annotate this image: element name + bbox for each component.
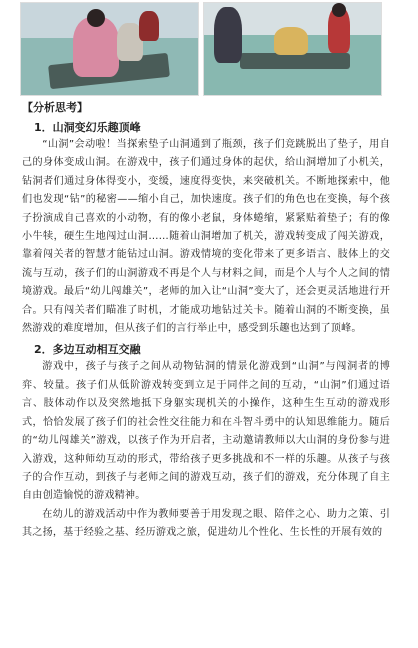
section-2-paragraph: 游戏中，孩子与孩子之间从动物钻洞的情景化游戏到“山洞”与闯洞者的博弈、较量。孩子们从低阶游戏转变到立足于同伴之间的互动，“山洞”们通过语言、肢体动作以及突然地抵下身躯实现机关的小操作，这种生生互动的游戏形式，恰恰发展了孩子们的社会性交往能力和在斗智斗勇中的认知思维能力。随后的“幼儿闯雄关”游戏，以孩子作为开启者，主动邀请教师以大山洞的身份参与进入游戏，这种师幼互动的形式，带给孩子更多挑战和不一样的乐趣。从孩子与孩子的合作互动，到孩子与老师之间的游戏互动，孩子们的游戏，充分体现了自主自由创造愉悦的游戏精神。	[22, 361, 390, 502]
photo-strip	[20, 2, 382, 94]
photo-children-play-room	[203, 2, 382, 96]
article-body	[22, 100, 390, 543]
photo-children-crawling-mat	[20, 2, 199, 96]
child-figure	[139, 11, 159, 41]
child-head	[332, 3, 346, 17]
section-2-heading: 2．多边互动相互交融	[34, 343, 141, 357]
section-1-paragraph: “山洞”会动啦！当探索垫子山洞通到了瓶颈，孩子们竞跳脱出了垫子，用自己的身体变成山洞。在游戏中，孩子们通过身体的起伏，给山洞增加了小机关，钻洞者们通过身体得变小，变缓，速度得变快，来突破机关。不断地探索中，他们也发现“钻”的秘密——缩小自己，加快速度。孩子们的角色也在变换，每个孩子扮演成自己喜欢的小动物，有的像小老鼠，身体蜷缩，紧紧贴着垫子；有的像小牛犊，硬生生地闯过山洞……随着山洞增加了机关，游戏转变成了闯关游戏，靠着闯关者的智慧才能钻过山洞。游戏情境的变化带来了更多语言、肢体上的交流与互动，孩子们的山洞游戏不再是个人与材料之间，而是个人与个人之间的情境游戏。最后“幼儿闯雄关”，老师的加入让“山洞”变大了，还会更灵活地进行开合。只有闯关者们瞄准了时机，才能成功地钻过关卡。随着山洞的不断变换，虽然游戏的难度增加，但从孩子们的言行举止中，感受到乐趣也达到了顶峰。	[22, 139, 390, 335]
section-1-heading: 1．山洞变幻乐趣顶峰	[34, 121, 141, 134]
child-figure	[274, 27, 308, 55]
floor-mat	[240, 53, 350, 69]
child-head	[87, 9, 105, 27]
analysis-heading: 【分析思考】	[22, 101, 88, 114]
teacher-figure	[214, 7, 242, 63]
closing-paragraph: 在幼儿的游戏活动中作为教师要善于用发现之眼、陪伴之心、助力之策、引其之扬，基于经验之基、经历游戏之旅，促进幼儿个性化、生长性的开展有效的	[22, 508, 390, 539]
